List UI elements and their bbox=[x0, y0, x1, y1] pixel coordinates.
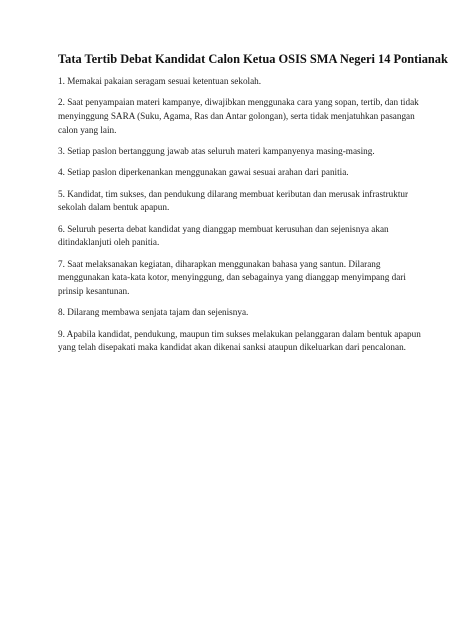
document-title: Tata Tertib Debat Kandidat Calon Ketua OSIS SMA Negeri 14 Pontianak bbox=[58, 52, 448, 66]
rule-3: 3. Setiap paslon bertanggung jawab atas seluruh materi kampanyenya masing-masing. bbox=[58, 145, 375, 156]
rule-1: 1. Memakai pakaian seragam sesuai ketentuan sekolah. bbox=[58, 76, 262, 86]
rules-list bbox=[58, 75, 424, 355]
rule-7: 7. Saat melaksanakan kegiatan, diharapkan menggunakan bahasa yang santun. Dilarang menggunakan kata-kata kotor, menyinggung, dan sebagainya yang dianggap menyimpang dari prinsip kesantunan. bbox=[58, 258, 406, 296]
rule-9: 9. Apabila kandidat, pendukung, maupun tim sukses melakukan pelanggaran dalam bentuk apapun yang telah disepakati maka kandidat akan dikenai sanksi ataupun dikeluarkan dari pencalonan. bbox=[58, 328, 421, 353]
rule-8: 8. Dilarang membawa senjata tajam dan sejenisnya. bbox=[58, 307, 249, 318]
rule-2: 2. Saat penyampaian materi kampanye, diwajibkan menggunaka cara yang sopan, tertib, dan tidak menyinggung SARA (Suku, Agama, Ras dan Antar golongan), serta tidak menjatuhkan pasangan calon yang lain. bbox=[58, 97, 419, 135]
rule-6: 6. Seluruh peserta debat kandidat yang dianggap membuat kerusuhan dan sejenisnya akan ditindaklanjuti oleh panitia. bbox=[58, 223, 389, 248]
rule-5: 5. Kandidat, tim sukses, dan pendukung dilarang membuat keributan dan merusak infrastruktur sekolah dalam bentuk apapun. bbox=[58, 188, 409, 213]
document-body bbox=[58, 51, 448, 363]
rule-4: 4. Setiap paslon diperkenankan menggunakan gawai sesuai arahan dari panitia. bbox=[58, 167, 349, 178]
